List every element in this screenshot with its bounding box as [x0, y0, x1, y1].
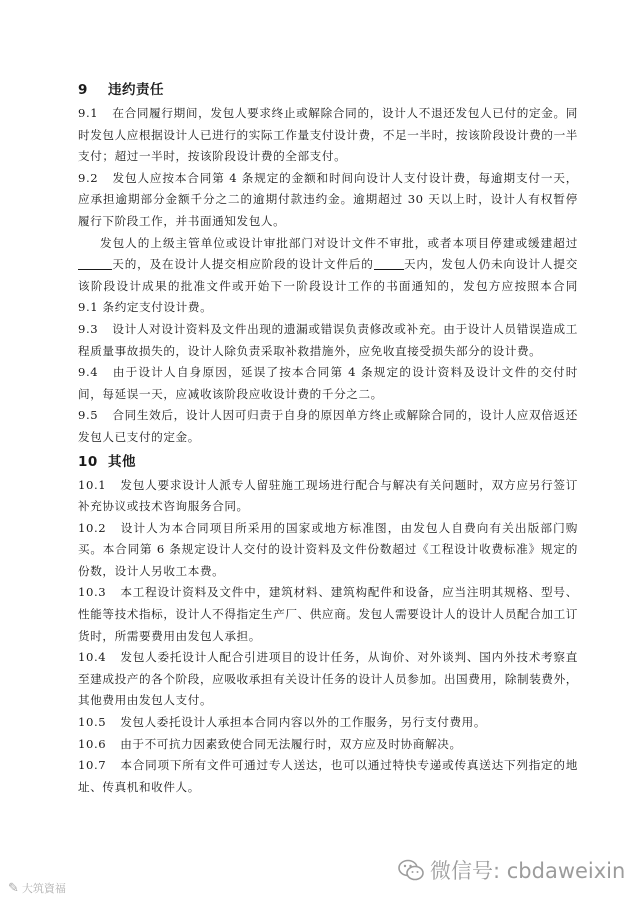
clause-number: 10.7 — [78, 758, 107, 773]
clause-number: 10.6 — [78, 736, 107, 751]
clause-text: 本合同项下所有文件可通过专人送达，也可以通过特快专递或传真送达下列指定的地址、传真机和收件人。 — [78, 758, 578, 794]
section-number: 10 — [78, 453, 98, 470]
clause-number: 9.3 — [78, 321, 99, 336]
section-number: 9 — [78, 82, 88, 98]
clause-number: 9.4 — [78, 365, 99, 380]
clause-text: 发包人的上级主管单位或设计审批部门对设计文件不审批，或者本项目停建或缓建超过 — [100, 235, 578, 250]
clause-text: 发包人委托设计人配合引进项目的设计任务，从询价、对外谈判、国内外技术考察直至建成投产的各个阶段，应吸收承担有关设计任务的设计人员参加。出国费用，除制装费外，其他费用由发包人支付。 — [78, 650, 578, 708]
clause-number: 9.1 — [78, 106, 99, 120]
clause-10-4 — [78, 647, 578, 712]
watermark-left-text: 大筑資福 — [21, 882, 66, 895]
section-title: 其他 — [108, 453, 136, 470]
clause-9-5 — [78, 405, 578, 448]
clause-10-2 — [78, 518, 578, 583]
clause-text: 由于不可抗力因素致使合同无法履行时，双方应及时协商解决。 — [120, 736, 462, 751]
clause-text: 发包人要求设计人派专人留驻施工现场进行配合与解决有关问题时，双方应另行签订补充协议或技术咨询服务合同。 — [78, 477, 578, 514]
clause-number: 10.2 — [78, 520, 107, 535]
clause-9-2 — [78, 168, 578, 233]
clause-text: 发包人应按本合同第 4 条规定的金额和时间向设计人支付设计费，每逾期支付一天，应承担逾期部分金额千分之二的逾期付款违约金。逾期超过 30 天以上时，设计人有权暂停履行下阶段工作，并书面通知发包人。 — [78, 170, 578, 228]
section-title: 违约责任 — [108, 82, 164, 98]
clause-10-1 — [78, 475, 578, 518]
clause-text: 由于设计人自身原因，延误了按本合同第 4 条规定的设计资料及设计文件的交付时间，每延误一天，应减收该阶段应收设计费的千分之二。 — [78, 365, 578, 401]
clause-9-3 — [78, 319, 578, 362]
clause-9-1 — [78, 103, 578, 168]
clause-text: 在合同履行期间，发包人要求终止或解除合同的，设计人不退还发包人已付的定金。同时发包人应根据设计人已进行的实际工作量支付设计费，不足一半时，按该阶段设计费的一半支付；超过一半时，按该阶段设计费的全部支付。 — [78, 106, 578, 164]
clause-text: 天的，及在设计人提交相应阶段的设计文件后的 — [112, 257, 374, 272]
clause-9-4 — [78, 362, 578, 405]
clause-10-7 — [78, 755, 578, 798]
watermark-left — [8, 880, 66, 896]
clause-10-5 — [78, 712, 578, 734]
clause-number: 10.3 — [78, 585, 107, 600]
clause-text: 设计人对设计资料及文件出现的遗漏或错误负责修改或补充。由于设计人员错误造成工程质量事故损失的，设计人除负责采取补救措施外，应免收直接受损失部分的设计费。 — [78, 321, 578, 358]
clause-text: 合同生效后，设计人因可归责于自身的原因单方终止或解除合同的，设计人应双倍返还发包人已支付的定金。 — [78, 408, 578, 444]
document-body — [78, 81, 578, 798]
clause-text: 本工程设计资料及文件中，建筑材料、建筑构配件和设备，应当注明其规格、型号、性能等技术指标，设计人不得指定生产厂、供应商。发包人需要设计人的设计人员配合加工订货时，所需要费用由发包人承担。 — [78, 585, 578, 643]
fill-in-blank-days-1 — [78, 255, 112, 270]
clause-number: 10.1 — [78, 477, 107, 492]
fill-in-blank-days-2 — [374, 255, 404, 270]
clause-number: 10.5 — [78, 715, 107, 730]
wechat-icon — [398, 859, 424, 881]
clause-9-2-continuation — [78, 233, 578, 319]
watermark-logo-icon: ✎ — [8, 880, 19, 896]
clause-text: 天内，发包人仍未向设计人提交该阶段设计成果的批准文件或开始下一阶段设计工作的书面通知的，发包方应按照本合同 9.1 条约定支付设计费。 — [78, 257, 578, 315]
wechat-watermark — [398, 855, 625, 885]
clause-number: 9.5 — [78, 408, 99, 423]
clause-text: 设计人为本合同项目所采用的国家或地方标准图，由发包人自费向有关出版部门购买。本合同第 6 条规定设计人交付的设计资料及文件份数超过《工程设计收费标准》规定的份数，设计人另收工本费。 — [78, 520, 578, 578]
clause-10-6 — [78, 734, 578, 756]
clause-number: 10.4 — [78, 650, 107, 665]
clause-text: 发包人委托设计人承担本合同内容以外的工作服务，另行支付费用。 — [120, 715, 487, 730]
clause-number: 9.2 — [78, 170, 99, 185]
watermark-wechat-id: 微信号: cbdaweixin — [430, 859, 626, 883]
section-10-heading — [78, 453, 578, 471]
clause-10-3 — [78, 582, 578, 647]
section-9-heading — [78, 81, 578, 99]
